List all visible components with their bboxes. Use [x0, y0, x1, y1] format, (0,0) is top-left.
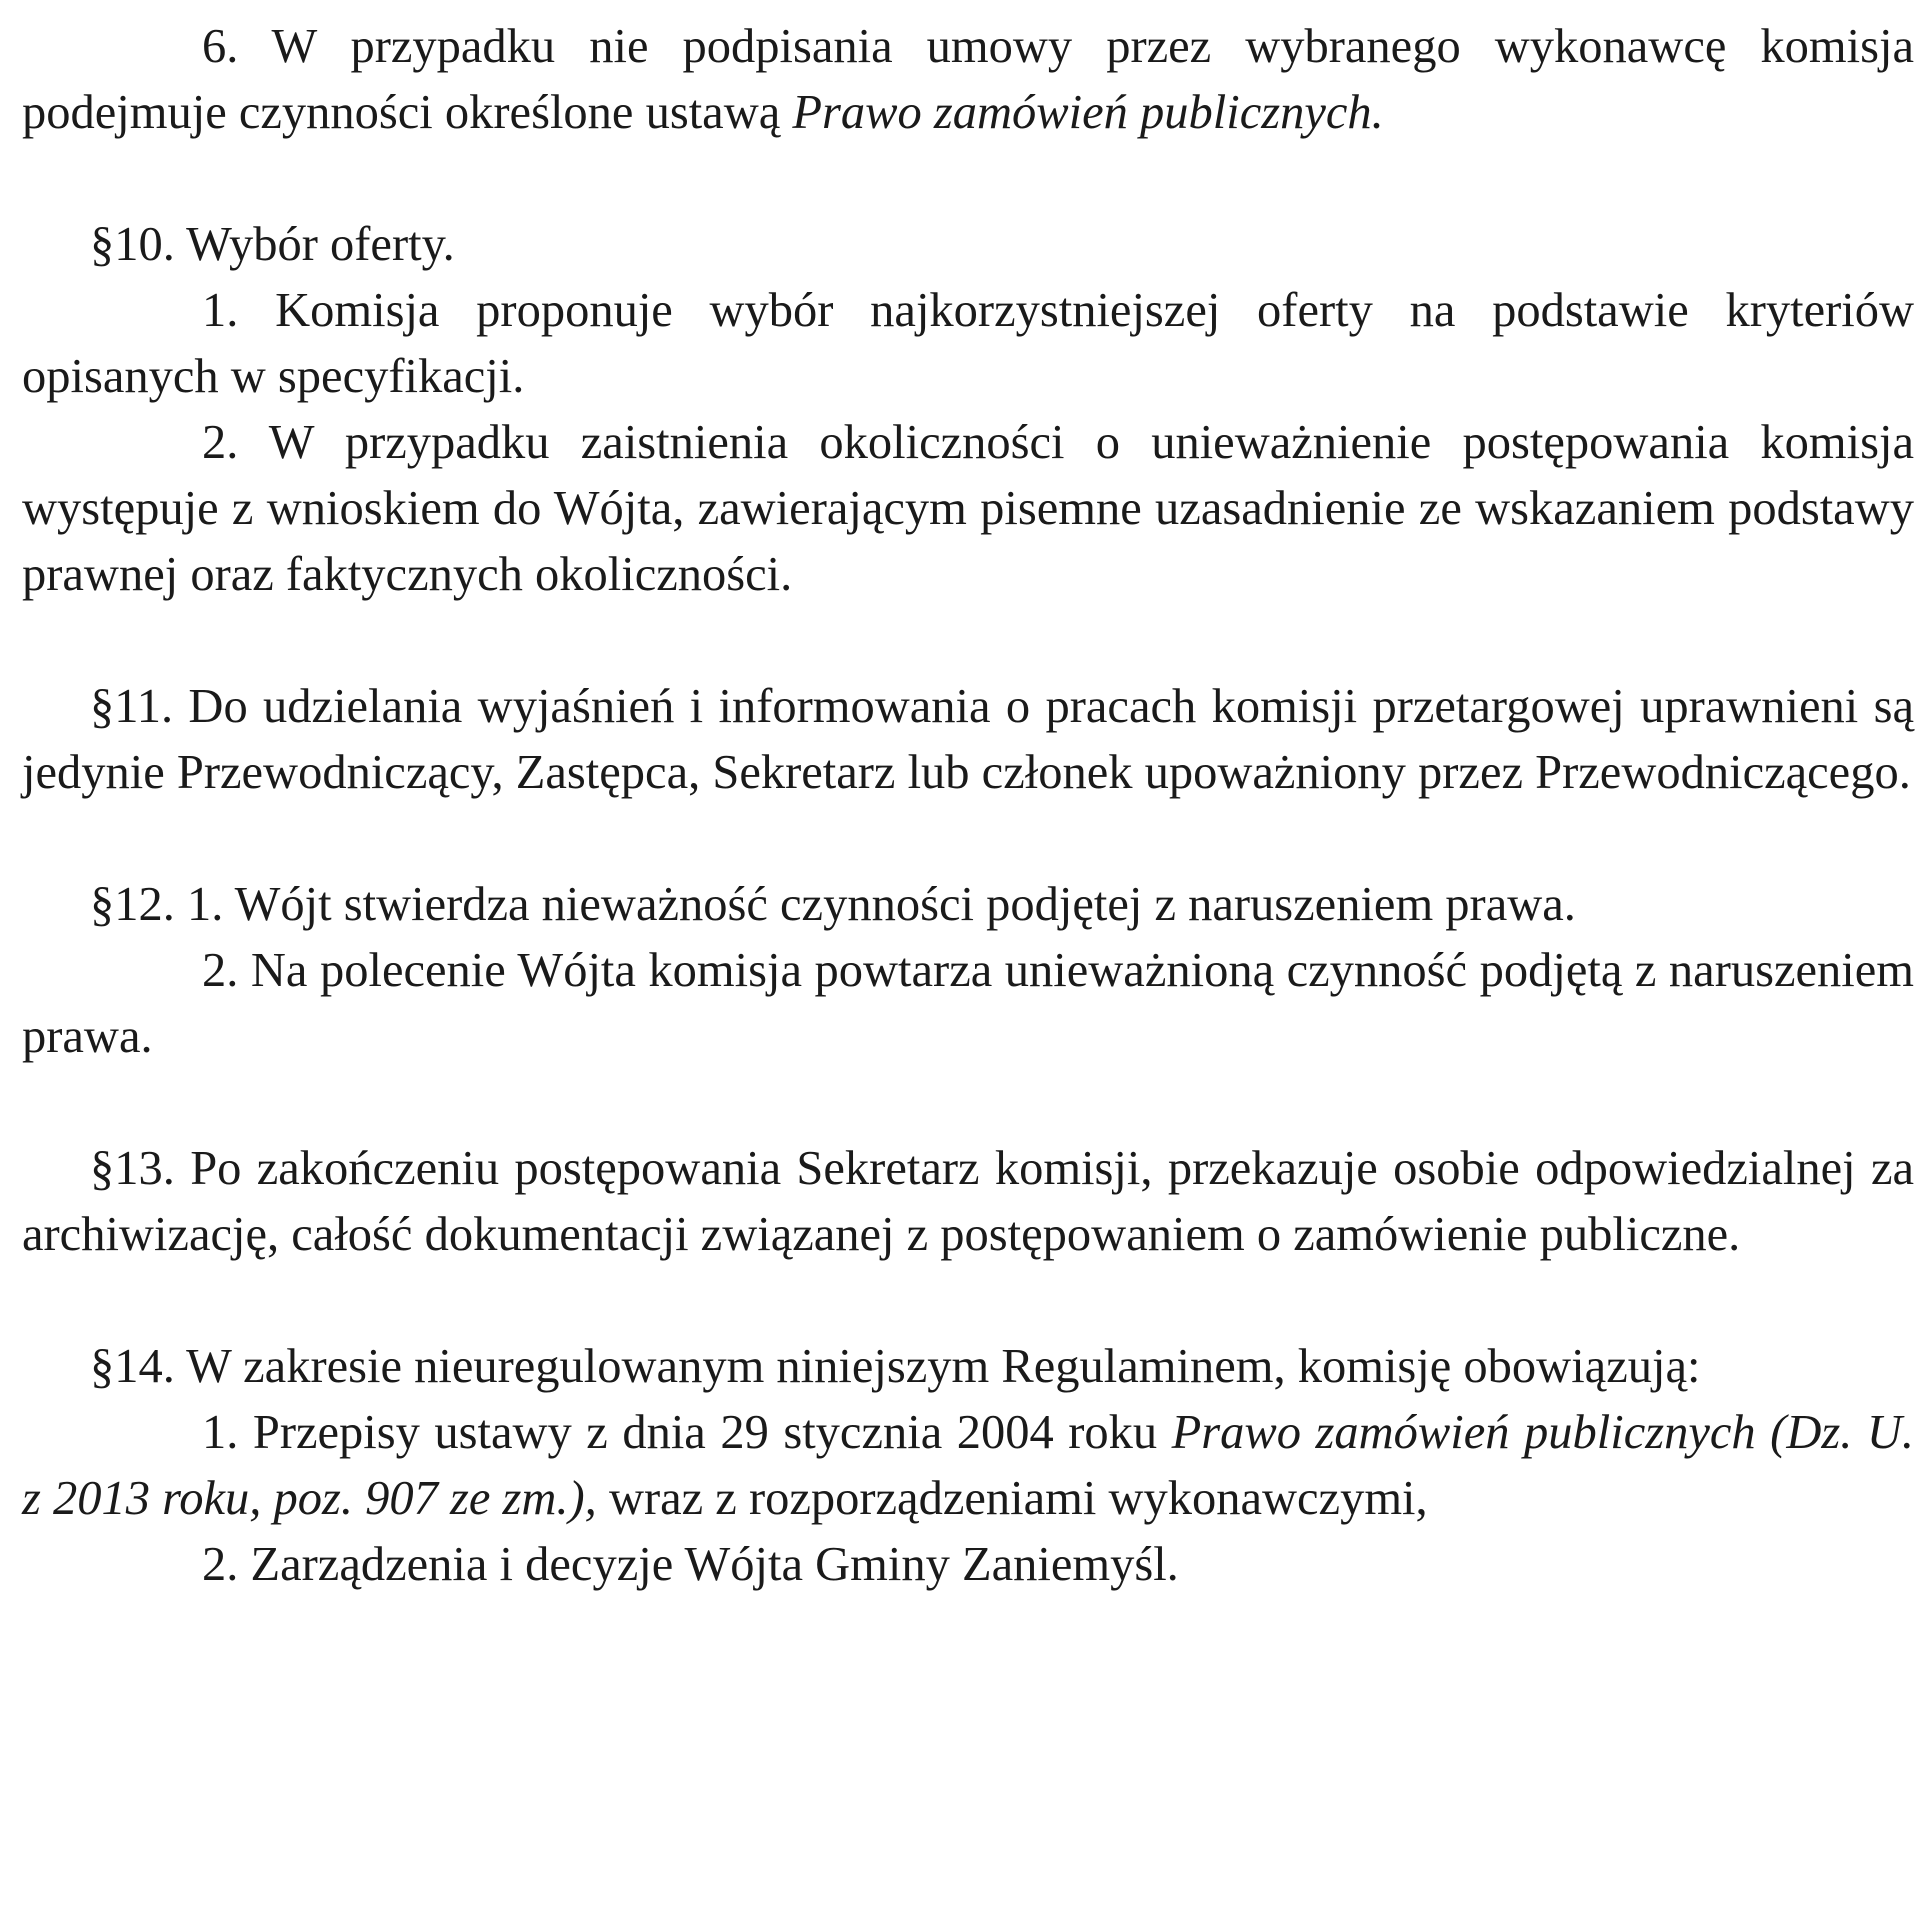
- spacer: [22, 146, 1914, 212]
- section-10-heading: §10. Wybór oferty.: [90, 218, 455, 271]
- spacer: [22, 1070, 1914, 1136]
- paragraph-6-act-title: Prawo zamówień publicznych.: [792, 86, 1384, 139]
- section-14-item-1-tail: wraz z rozporządzeniami wykonawczymi,: [596, 1472, 1428, 1525]
- section-13: §13. Po zakończeniu postępowania Sekretarz komisji, przekazuje osobie odpowiedzialnej za archiwizację, całość dokumentacji związanej z postępowaniem o zamówienie publiczne.: [22, 1142, 1914, 1261]
- section-14-item-1-act-title: Prawo zamówień publicznych (Dz. U. z 2013 roku, poz. 907 ze zm.),: [22, 1406, 1914, 1525]
- section-14-item-1: [22, 1400, 1914, 1532]
- section-14-item-1-text: 1. Przepisy ustawy z dnia 29 stycznia 2004 roku: [202, 1406, 1172, 1459]
- section-12-item-1: §12. 1. Wójt stwierdza nieważność czynności podjętej z naruszeniem prawa.: [90, 878, 1576, 931]
- spacer: [22, 806, 1914, 872]
- spacer: [22, 1268, 1914, 1334]
- paragraph-6: [22, 14, 1914, 146]
- spacer: [22, 608, 1914, 674]
- section-11: §11. Do udzielania wyjaśnień i informowania o pracach komisji przetargowej uprawnieni są jedynie Przewodniczący, Zastępca, Sekretarz lub członek upoważniony przez Przewodniczącego.: [22, 680, 1914, 799]
- section-14-item-2: 2. Zarządzenia i decyzje Wójta Gminy Zaniemyśl.: [202, 1538, 1179, 1591]
- paragraph-6-text: 6. W przypadku nie podpisania umowy przez wybranego wykonawcę komisja podejmuje czynności określone ustawą: [22, 20, 1914, 139]
- section-10-item-2: 2. W przypadku zaistnienia okoliczności o unieważnienie postępowania komisja występuje z wnioskiem do Wójta, zawierającym pisemne uzasadnienie ze wskazaniem podstawy prawnej oraz faktycznych okoliczności.: [22, 416, 1914, 601]
- section-14-intro: §14. W zakresie nieuregulowanym niniejszym Regulaminem, komisję obowiązują:: [90, 1340, 1701, 1393]
- section-12-item-2: 2. Na polecenie Wójta komisja powtarza unieważnioną czynność podjętą z naruszeniem prawa.: [22, 944, 1914, 1063]
- section-10-item-1: 1. Komisja proponuje wybór najkorzystniejszej oferty na podstawie kryteriów opisanych w specyfikacji.: [22, 284, 1914, 403]
